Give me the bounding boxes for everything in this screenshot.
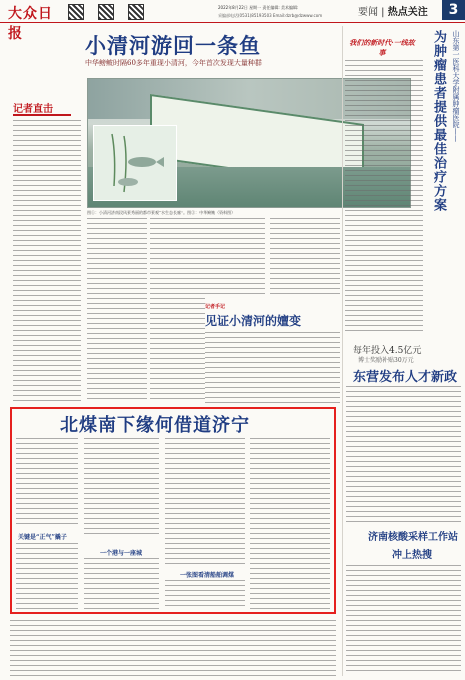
featured-headline: 北煤南下缘何借道济宁 [60,415,250,436]
article-column [165,580,245,610]
article-column [87,218,147,403]
date-line: 2022年8月22日 星期一 责任编辑: 美术编辑: [218,5,299,10]
top-story-deck: 中华鳑鲏时隔60多年重现小清河，今年首次发现大量种群 [85,59,262,67]
masthead-rule [0,22,465,23]
article-column [16,438,78,528]
featured-subhead-3: 一张图看清船舶调煤 [180,572,235,579]
newspaper-logo: 大众日报 [8,6,53,42]
contact-line: 采编部电话(0531)85193503 Email:dzrb@dzwww.com [218,13,323,18]
commentary-tag: 记者手记 [205,304,226,310]
article-column [345,60,423,335]
article-column [346,386,461,522]
article-column [84,558,159,610]
side-story-subkicker: 博士奖励补贴30万元 [358,357,414,364]
right-story-headline: 为肿瘤患者提供最佳治疗方案 [431,30,446,212]
article-column [205,218,265,298]
section-label: 要闻 | 热点关注 [358,7,428,18]
article-continuation [10,620,336,676]
featured-subhead-2: 一个港与一座城 [100,550,143,557]
article-column [270,218,340,298]
top-story-headline: 小清河游回一条鱼 [85,33,261,58]
qr-code-icon [98,4,114,20]
side-story-kicker: 每年投入4.5亿元 [353,346,422,356]
article-column [150,218,205,403]
right-story-kicker: 我们的新时代·一线故事 [349,38,415,57]
article-column [13,120,81,405]
side-story2-headline-2: 冲上热搜 [392,550,432,561]
column-divider [342,26,343,676]
fish-icon [94,126,176,200]
side-story2-headline-1: 济南核酸采样工作站 [368,532,458,543]
article-column [84,438,159,538]
article-column [250,438,330,610]
page-number: 3 [442,0,465,20]
right-story-subhead: 山东第一医科大学附属肿瘤医院—— [452,30,460,142]
article-column [165,438,245,566]
commentary-headline: 见证小清河的嬗变 [205,314,302,328]
article-column [346,565,461,675]
reporter-badge: 记者直击 [13,100,71,116]
qr-code-icon [128,4,144,20]
article-column [16,543,78,611]
featured-subhead-1: 关键是“正气”撬子 [18,534,67,541]
qr-code-icon [68,4,84,20]
article-column [205,332,340,404]
side-story-headline: 东营发布人才新政 [353,370,458,385]
fish-inset-photo [93,125,177,201]
photo-caption: 图①：小清河济南段风景秀丽的都市景观“水生态长廊”。图②：中华鳑鲏（资料图） [87,210,236,215]
